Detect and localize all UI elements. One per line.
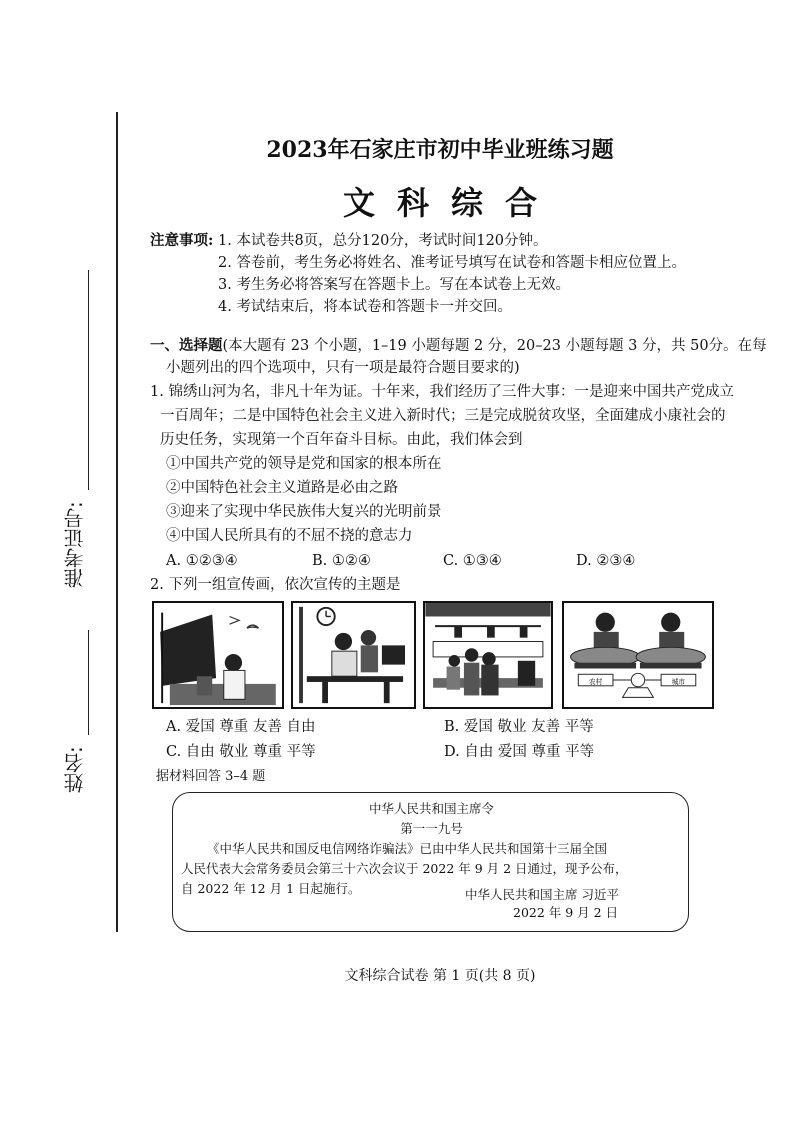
decree-number: 第一一九号 [400, 821, 463, 836]
poster-3-subway-image [423, 601, 553, 709]
page-footer: 文科综合试卷 第 1 页(共 8 页) [344, 968, 536, 984]
poster-2-work-image [291, 601, 416, 709]
q1-statement: ③迎来了实现中华民族伟大复兴的光明前景 [166, 504, 442, 520]
note-item: 3. 考生务必将答案写在答题卡上。写在本试卷上无效。 [218, 277, 570, 293]
sign-urban: 城市 [671, 677, 686, 686]
exam-id-label: 准考证号: [63, 501, 87, 589]
poster-4-equality-image [562, 601, 714, 709]
exam-title: 2023年石家庄市初中毕业班练习题 [266, 137, 614, 163]
q2-option-a[interactable]: A. 爱国 尊重 友善 自由 [166, 719, 316, 735]
q1-option-b[interactable]: B. ①②④ [312, 553, 371, 569]
section-desc-cont: 小题列出的四个选项中，只有一项是最符合题目要求的) [166, 360, 520, 376]
material-intro: 据材料回答 3–4 题 [156, 769, 266, 784]
material-box [172, 792, 689, 932]
q1-statement: ④中国人民所具有的不屈不挠的意志力 [166, 528, 413, 544]
binding-margin-line [116, 112, 118, 932]
q1-stem-line: 一百周年；二是中国特色社会主义进入新时代；三是完成脱贫攻坚，全面建成小康社会的 [160, 408, 726, 424]
q1-option-d[interactable]: D. ②③④ [576, 553, 636, 569]
decree-date: 2022 年 9 月 2 日 [513, 905, 619, 920]
decree-title: 中华人民共和国主席令 [368, 801, 494, 816]
section-desc: (本大题有 23 个小题，1–19 小题每题 2 分，20–23 小题每题 3 分，共 50分。在每 [222, 338, 767, 354]
q1-statement: ①中国共产党的领导是党和国家的根本所在 [166, 456, 442, 472]
note-item: 1. 本试卷共8页，总分120分，考试时间120分钟。 [218, 233, 548, 249]
decree-text: 人民代表大会常务委员会第三十六次会议于 2022 年 9 月 2 日通过，现予公布， [181, 861, 628, 876]
q2-option-d[interactable]: D. 自由 爱国 尊重 平等 [444, 744, 595, 760]
name-blank[interactable] [88, 630, 89, 735]
note-item: 4. 考试结束后，将本试卷和答题卡一并交回。 [218, 299, 512, 315]
decree-text: 自 2022 年 12 月 1 日起施行。 [181, 881, 361, 896]
note-item: 2. 答卷前，考生务必将姓名、准考证号填写在试卷和答题卡相应位置上。 [218, 255, 686, 271]
subject-title: 文科综合 [342, 184, 559, 222]
q1-stem-line: 1. 锦绣山河为名，非凡十年为证。十年来，我们经历了三件大事：一是迎来中国共产党成立 [150, 384, 734, 400]
q2-stem: 2. 下列一组宣传画，依次宣传的主题是 [150, 577, 401, 593]
section-heading: 一、选择题 [150, 337, 223, 354]
q2-option-b[interactable]: B. 爱国 敬业 友善 平等 [444, 719, 594, 735]
q1-stem-line: 历史任务，实现第一个百年奋斗目标。由此，我们体会到 [160, 432, 523, 448]
sign-rural: 农村 [588, 677, 603, 686]
poster-1-flag-image [152, 601, 284, 709]
exam-id-blank[interactable] [88, 270, 89, 490]
decree-text: 《中华人民共和国反电信网络诈骗法》已由中华人民共和国第十三届全国 [207, 841, 608, 856]
notes-label: 注意事项: [150, 232, 214, 249]
name-label: 姓名: [63, 746, 87, 794]
q2-option-c[interactable]: C. 自由 敬业 尊重 平等 [166, 744, 316, 760]
section-header [150, 334, 767, 358]
decree-signature: 中华人民共和国主席 习近平 [465, 887, 619, 902]
q1-statement: ②中国特色社会主义道路是必由之路 [166, 480, 398, 496]
q1-option-c[interactable]: C. ①③④ [443, 553, 502, 569]
q1-option-a[interactable]: A. ①②③④ [166, 553, 238, 569]
